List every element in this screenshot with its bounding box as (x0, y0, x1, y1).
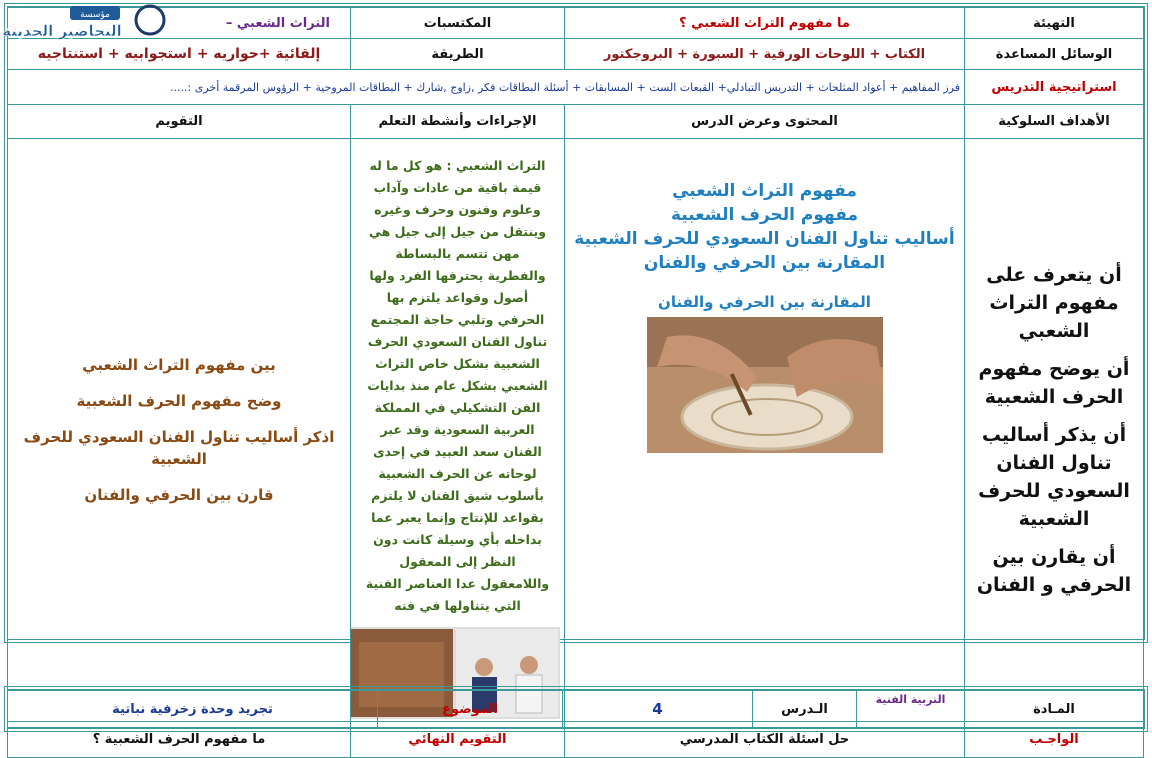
logo-text: التحاضير الحديثة (2, 22, 122, 40)
header-content: المحتوى وعرض الدرس (565, 105, 965, 139)
row-aids (7, 39, 1143, 70)
row-headers (7, 105, 1143, 139)
final-eval-label: التقويم النهائي (351, 722, 565, 758)
strategy-value: فرز المفاهيم + أعواد المثلجات + التدريس التبادلي+ القبعات الست + المسابقات + أسئلة البطاقات فكر ,زاوج ,شارك + البطاقات المروحية + الرؤوس المرقمة أخرى :..... (7, 70, 964, 105)
method-value: إلقائية +حواريه + استجوابيه + استنتاجيه (7, 39, 350, 70)
method-label: الطريقة (351, 39, 565, 70)
site-logo (0, 0, 180, 42)
craftsman-photo (647, 317, 883, 453)
row-body (7, 139, 1143, 722)
logo-sub: مؤسسة (80, 10, 110, 20)
lesson-info-frame (4, 686, 1148, 732)
evaluation-item: وضح مفهوم الحرف الشعبية (76, 392, 282, 410)
evaluation-item: قارن بين الحرفي والفنان (84, 486, 274, 504)
preparation-label: التهيئة (965, 8, 1144, 39)
topic-label: الموضوع (378, 691, 563, 728)
homework-value: حل اسئلة الكتاب المدرسي (565, 722, 965, 758)
aids-value: الكتاب + اللوحات الورقية + السبورة + البروجكتور (565, 39, 965, 70)
preparation-question: ما مفهوم التراث الشعبي ؟ (565, 8, 965, 39)
topic-value: تجريد وحدة زخرفية نباتية (8, 691, 378, 728)
aids-label: الوسائل المساعدة (965, 39, 1144, 70)
strategy-label: استراتيجية التدريس (965, 70, 1144, 105)
subject-value: التربية الفنية (857, 691, 965, 728)
evaluation-item: اذكر أساليب تناول الفنان السعودي للحرف الشعبية (23, 428, 335, 468)
lesson-value: 4 (563, 691, 753, 728)
content-lines (569, 179, 960, 275)
goal-item: أن يتعرف على مفهوم التراث الشعبي (986, 264, 1122, 342)
content-cell (565, 139, 965, 722)
goal-item: أن يذكر أساليب تناول الفنان السعودي للحرف الشعبية (978, 424, 1130, 530)
achievements-value: التراث الشعبي – (7, 8, 350, 39)
goal-item: أن يقارن بين الحرفي و الفنان (976, 546, 1132, 596)
homework-label: الواجـب (965, 722, 1144, 758)
row-strategy (7, 70, 1143, 105)
content-line: أساليب تناول الفنان السعودي للحرف الشعبية (574, 229, 955, 249)
goals-cell (965, 139, 1144, 722)
final-eval-value: ما مفهوم الحرف الشعبية ؟ (7, 722, 350, 758)
content-line: مفهوم الحرف الشعبية (670, 205, 859, 225)
evaluation-item: بين مفهوم التراث الشعبي (82, 356, 276, 374)
activities-cell (351, 139, 565, 722)
row-lesson-info (8, 691, 1144, 728)
content-line: مفهوم التراث الشعبي (672, 181, 857, 201)
lesson-info-table (7, 690, 1144, 728)
lesson-plan-table (7, 7, 1144, 758)
achievements-label: المكتسبات (351, 8, 565, 39)
content-caption: المقارنة بين الحرفي والفنان (658, 293, 871, 311)
subject-label: المـادة (965, 691, 1144, 728)
header-evaluation: التقويم (7, 105, 350, 139)
goal-item: أن يوضح مفهوم الحرف الشعبية (978, 358, 1130, 408)
header-activities: الإجراءات وأنشطة التعلم (351, 105, 565, 139)
content-line: المقارنة بين الحرفي والفنان (643, 253, 886, 273)
lesson-label: الـدرس (753, 691, 857, 728)
activity-text: التراث الشعبي : هو كل ما له قيمة باقية من عادات وآداب وعلوم وفنون وحرف وغيره وينتقل من جيل إلى جيل هي مهن تتسم بالبساطة والفطرية يحترفها الفرد ولها أصول وقواعد يلتزم بها الحرفي وتلبي حاجة المجتمع تناول الفنان السعودي الحرف الشعبية بشكل خاص التراث الشعبي بشكل عام منذ بدايات الفن التشكيلي في المملكة العربية السعودية وقد عبر الفنان سعد العبيد في إحدى لوحاته عن الحرف الشعبية بأسلوب شيق الفنان لا يلتزم بقواعد للإنتاج وإنما يعبر عما بداخله بأي وسيلة كانت دون النظر إلى المعقول واللامعقول عدا العناصر الفنية التي يتناولها في فنه (365, 158, 550, 613)
header-goals: الأهداف السلوكية (965, 105, 1144, 139)
evaluation-cell (7, 139, 350, 722)
